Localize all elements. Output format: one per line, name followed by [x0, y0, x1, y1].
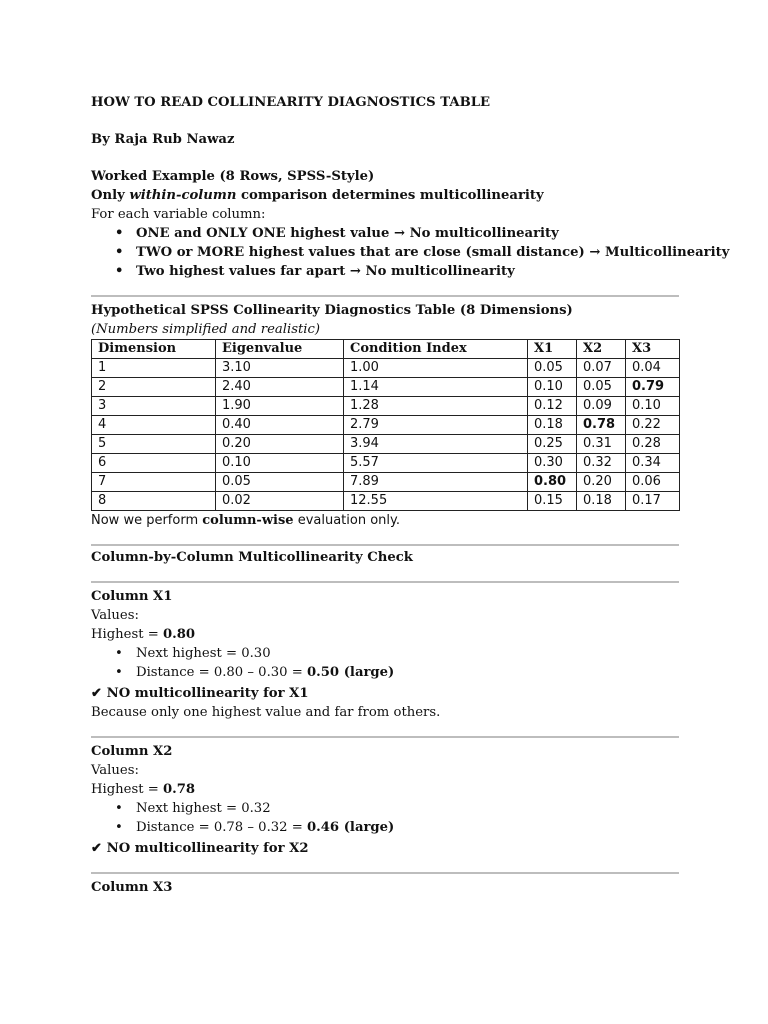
table-cell: 2: [92, 378, 216, 397]
table-cell: 6: [92, 454, 216, 473]
table-cell: 0.79: [626, 378, 680, 397]
section-divider: [91, 581, 679, 583]
table-cell: 0.05: [216, 473, 344, 492]
document-title: HOW TO READ COLLINEARITY DIAGNOSTICS TABLE: [91, 95, 491, 110]
x2-distance: • Distance = 0.78 – 0.32 = 0.46 (large): [91, 818, 679, 837]
table-cell: 0.12: [528, 397, 577, 416]
table-cell: 2.79: [344, 416, 528, 435]
table-cell: 0.18: [528, 416, 577, 435]
author-line: By Raja Rub Nawaz: [91, 132, 235, 147]
table-cell: 0.02: [216, 492, 344, 511]
table-row: [92, 359, 680, 378]
table-row: [92, 454, 680, 473]
x1-next-highest: • Next highest = 0.30: [91, 644, 679, 663]
table-cell: 1: [92, 359, 216, 378]
table-note: (Numbers simplified and realistic): [91, 322, 321, 337]
x1-highest: Highest = 0.80: [91, 627, 196, 642]
x1-values-label: Values:: [91, 608, 139, 623]
rules-list: [91, 224, 730, 281]
table-cell: 0.22: [626, 416, 680, 435]
table-cell: 0.20: [577, 473, 626, 492]
table-row: [92, 473, 680, 492]
section-divider: [91, 736, 679, 738]
table-cell: 4: [92, 416, 216, 435]
table-cell: 0.34: [626, 454, 680, 473]
x1-heading: Column X1: [91, 589, 173, 604]
table-cell: 0.10: [626, 397, 680, 416]
table-cell: 0.09: [577, 397, 626, 416]
table-cell: 0.18: [577, 492, 626, 511]
column-header: X2: [577, 340, 626, 359]
table-cell: 0.20: [216, 435, 344, 454]
table-cell: 0.31: [577, 435, 626, 454]
table-cell: 5: [92, 435, 216, 454]
table-cell: 12.55: [344, 492, 528, 511]
x2-highest: Highest = 0.78: [91, 782, 196, 797]
table-header-row: [92, 340, 680, 359]
table-cell: 3.10: [216, 359, 344, 378]
table-cell: 7.89: [344, 473, 528, 492]
section-divider: [91, 295, 679, 297]
column-header: X3: [626, 340, 680, 359]
document-page: [91, 93, 730, 897]
rule-bullet: • TWO or MORE highest values that are close (small distance) → Multicollinearity: [91, 243, 679, 262]
table-body: [92, 359, 680, 511]
table-cell: 0.78: [577, 416, 626, 435]
x2-next-highest: • Next highest = 0.32: [91, 799, 679, 818]
table-cell: 1.00: [344, 359, 528, 378]
rule-emphasis: within-column: [129, 188, 237, 203]
worked-example-heading: Worked Example (8 Rows, SPSS-Style): [91, 169, 375, 184]
table-cell: 5.57: [344, 454, 528, 473]
rule-bullet: • Two highest values far apart → No multicollinearity: [91, 262, 679, 281]
table-cell: 0.30: [528, 454, 577, 473]
table-cell: 0.17: [626, 492, 680, 511]
column-wise-note: Now we perform column-wise evaluation only.: [91, 513, 400, 528]
column-header: Dimension: [92, 340, 216, 359]
x1-verdict: ✔ NO multicollinearity for X1: [91, 686, 309, 701]
table-cell: 0.40: [216, 416, 344, 435]
table-cell: 0.06: [626, 473, 680, 492]
x1-distance: • Distance = 0.80 – 0.30 = 0.50 (large): [91, 663, 679, 682]
section-divider: [91, 872, 679, 874]
table-cell: 7: [92, 473, 216, 492]
table-cell: 0.10: [528, 378, 577, 397]
x1-details: [91, 644, 679, 682]
check-heading: Column-by-Column Multicollinearity Check: [91, 550, 413, 565]
table-cell: 0.32: [577, 454, 626, 473]
x3-heading: Column X3: [91, 880, 173, 895]
table-row: [92, 397, 680, 416]
table-cell: 0.25: [528, 435, 577, 454]
table-cell: 3.94: [344, 435, 528, 454]
table-heading: Hypothetical SPSS Collinearity Diagnostics Table (8 Dimensions): [91, 303, 573, 318]
table-row: [92, 492, 680, 511]
rule-statement: Only within-column comparison determines multicollinearity: [91, 188, 544, 203]
x2-heading: Column X2: [91, 744, 173, 759]
table-cell: 0.10: [216, 454, 344, 473]
table-cell: 0.05: [577, 378, 626, 397]
table-cell: 1.28: [344, 397, 528, 416]
collinearity-diagnostics-table: [91, 339, 680, 511]
table-cell: 2.40: [216, 378, 344, 397]
x2-details: [91, 799, 679, 837]
table-row: [92, 378, 680, 397]
x2-verdict: ✔ NO multicollinearity for X2: [91, 841, 309, 856]
table-cell: 3: [92, 397, 216, 416]
table-cell: 0.80: [528, 473, 577, 492]
section-divider: [91, 544, 679, 546]
table-cell: 0.28: [626, 435, 680, 454]
rule-bullet: • ONE and ONLY ONE highest value → No multicollinearity: [91, 224, 679, 243]
column-header: Eigenvalue: [216, 340, 344, 359]
table-row: [92, 435, 680, 454]
table-row: [92, 416, 680, 435]
table-cell: 8: [92, 492, 216, 511]
x1-reason: Because only one highest value and far from others.: [91, 705, 441, 720]
column-header: Condition Index: [344, 340, 528, 359]
table-cell: 1.14: [344, 378, 528, 397]
table-cell: 0.15: [528, 492, 577, 511]
table-cell: 1.90: [216, 397, 344, 416]
table-cell: 0.05: [528, 359, 577, 378]
table-cell: 0.07: [577, 359, 626, 378]
column-header: X1: [528, 340, 577, 359]
x2-values-label: Values:: [91, 763, 139, 778]
table-cell: 0.04: [626, 359, 680, 378]
for-each-intro: For each variable column:: [91, 207, 266, 222]
